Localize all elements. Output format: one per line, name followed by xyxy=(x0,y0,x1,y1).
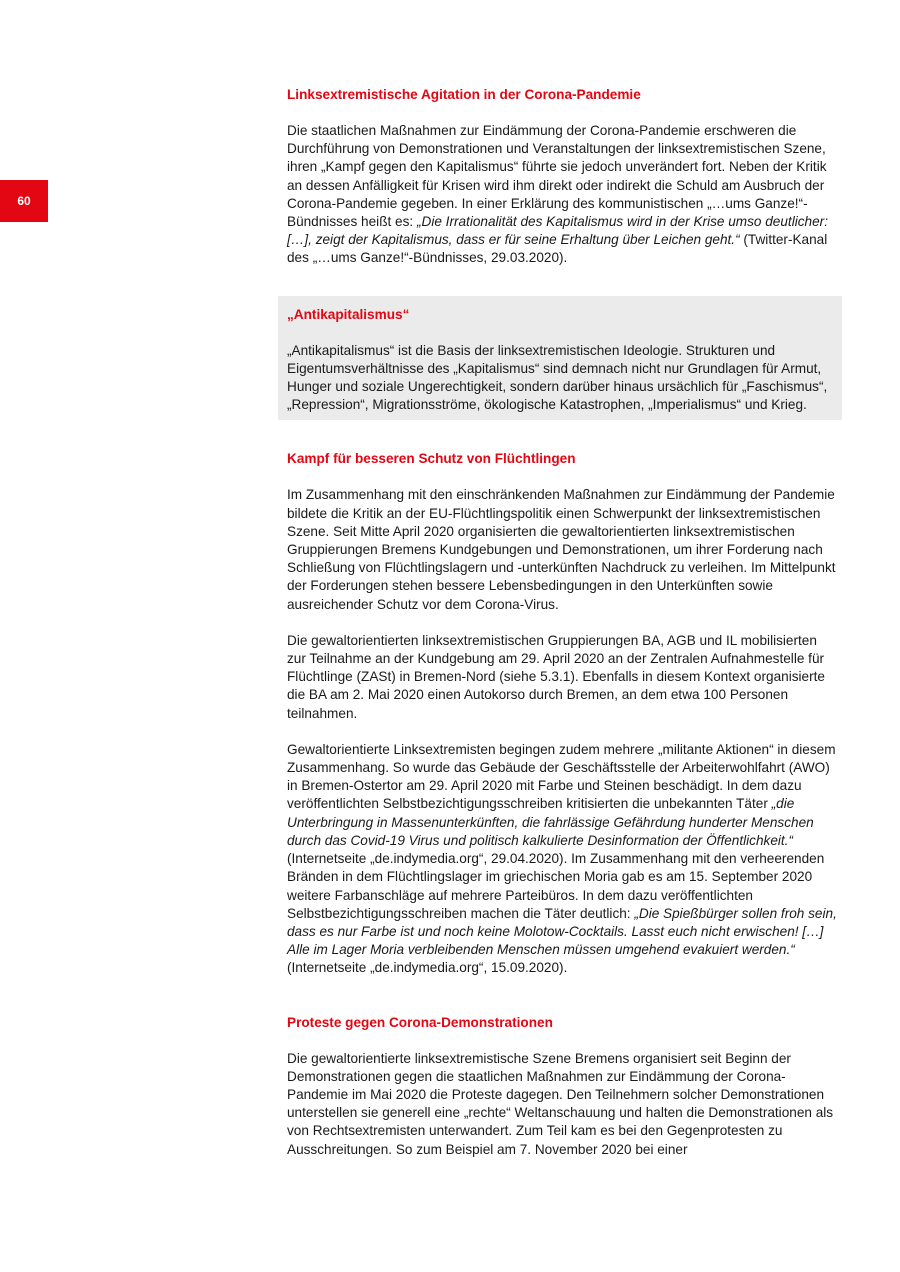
page-number: 60 xyxy=(17,193,31,208)
section-heading: Linksextremistische Agitation in der Corona-Pandemie xyxy=(287,87,641,102)
page-number-tab xyxy=(0,180,48,222)
text-run: Die staatlichen Maßnahmen zur Eindämmung der Corona-Pandemie erschweren die Durchführung von Demonstrationen und Veranstaltungen der linksextremistischen Szene, ihren „Kampf gegen den Kapitalismus“ führte sie jedoch unverändert fort. Neben der Kritik an dessen Anfälligkeit für Krisen wird ihm direkt oder indirekt die Schuld am Ausbruch der Corona-Pandemie gegeben. In einer Erklärung des kommunistischen „…ums Ganze!“-Bündnisses heißt es: xyxy=(287,123,827,230)
paragraph: Die gewaltorientierten linksextremistischen Gruppierungen BA, AGB und IL mobilisierten zur Teilnahme an der Kundgebung am 29. April 2020 an der Zentralen Aufnahmestelle für Flüchtlinge (ZASt) in Bremen-Nord (siehe 5.3.1). Ebenfalls in diesem Kontext organisierte die BA am 2. Mai 2020 einen Autokorso durch Bremen, an dem etwa 100 Personen teilnahmen. xyxy=(287,632,825,721)
text-run: Gewaltorientierte Linksextremisten begingen zudem mehrere „militante Aktionen“ in diesem Zusammenhang. So wurde das Gebäude der Geschäftsstelle der Arbeiterwohlfahrt (AWO) in Bremen-Ostertor am 29. April 2020 mit Farbe und Steinen beschädigt. In dem dazu veröffentlichten Selbstbezichtigungsschreiben kritisierten die unbekannten Täter xyxy=(287,741,836,812)
section-agitation xyxy=(287,86,837,268)
box-heading: „Antikapitalismus“ xyxy=(287,306,410,322)
main-content xyxy=(287,86,837,1187)
paragraph: Im Zusammenhang mit den einschränkenden Maßnahmen zur Eindämmung der Pandemie bildete die Kritik an der EU-Flüchtlingspolitik einen Schwerpunkt der linksextremistischen Szene. Seit Mitte April 2020 organisierten die gewaltorientierten linksextremistischen Gruppierungen Bremens Kundgebungen und Demonstrationen, um ihrer Forderung nach Schließung von Flüchtlingslagern und -unterkünften Nachdruck zu verleihen. Im Mittelpunkt der Forderungen stehen bessere Lebensbedingungen in den Unterkünften sowie ausreichender Schutz vor dem Corona-Virus. xyxy=(287,487,836,612)
quote: „Die Spießbürger sollen froh sein, dass es nur Farbe ist und noch keine Molotow-Cocktails. Lasst euch nicht erwischen! […] Alle im Lager Moria verbleibenden Menschen müssen umgehend evakuiert werden.“ xyxy=(287,905,837,958)
section-proteste xyxy=(287,1014,837,1159)
text-run: (Twitter-Kanal des „…ums Ganze!“-Bündnisses, 29.03.2020). xyxy=(287,232,828,266)
quote: „die Unterbringung in Massenunterkünften, die fahrlässige Gefährdung hunderter Menschen durch das Covid-19 Virus und politisch kalkulierte Desinformation der Öffentlichkeit.“ xyxy=(287,796,814,848)
paragraph xyxy=(287,122,837,268)
text-run: (Internetseite „de.indymedia.org“, 15.09.2020). xyxy=(287,960,568,976)
paragraph: Die gewaltorientierte linksextremistische Szene Bremens organisiert seit Beginn der Demonstrationen gegen die staatlichen Maßnahmen zur Eindämmung der Corona-Pandemie im Mai 2020 die Proteste dagegen. Den Teilnehmern solcher Demonstrationen unterstellen sie generell eine „rechte“ Weltanschauung und halten die Demonstrationen als von Rechtsextremisten unterwandert. Zum Teil kam es bei den Gegenprotesten zu Ausschreitungen. So zum Beispiel am 7. November 2020 bei einer xyxy=(287,1050,834,1157)
box-text: „Antikapitalismus“ ist die Basis der linksextremistischen Ideologie. Strukturen und Eigentumsverhältnisse des „Kapitalismus“ sind demnach nicht nur Grundlagen für Armut, Hunger und soziale Ungerechtigkeit, sondern darüber hinaus ursächlich für „Faschismus“, „Repression“, Migrationsströme, ökologische Katastrophen, „Imperialismus“ und Krieg. xyxy=(287,342,828,413)
section-heading: Kampf für besseren Schutz von Flüchtlingen xyxy=(287,451,576,467)
quote: „Die Irrationalität des Kapitalismus wird in der Krise umso deutlicher: […], zeigt der Kapitalismus, dass er für seine Erhaltung über Leichen geht.“ xyxy=(287,214,828,248)
paragraph xyxy=(287,741,837,978)
info-box-antikapitalismus xyxy=(278,296,842,421)
text-run: (Internetseite „de.indymedia.org“, 29.04.2020). Im Zusammenhang mit den verheerenden Bränden in dem Flüchtlingslager im griechischen Moria gab es am 15. September 2020 weitere Farbanschläge auf mehrere Parteibüros. In dem dazu veröffentlichten Selbstbezichtigungsschreiben machen die Täter deutlich: xyxy=(287,851,825,921)
section-heading: Proteste gegen Corona-Demonstrationen xyxy=(287,1014,553,1030)
section-fluechtlinge xyxy=(287,450,837,977)
